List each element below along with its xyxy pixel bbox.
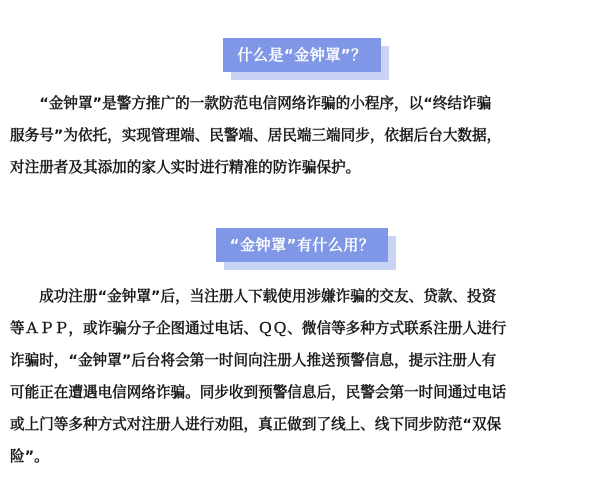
section-1-heading-wrap [0,38,604,72]
section-1-heading-title: 什么是“金钟罩”？ [223,38,380,72]
section-1-paragraph [10,88,594,184]
paragraph-line: 诈骗时，“金钟罩”后台将会第一时间向注册人推送预警信息，提示注册人有 [10,352,497,369]
paragraph-line: “金钟罩”是警方推广的一款防范电信网络诈骗的小程序，以“终结诈骗 [10,95,492,112]
section-2-heading-title: “金钟罩”有什么用？ [216,228,389,262]
paragraph-line: 对注册者及其添加的家人实时进行精准的防诈骗保护。 [10,159,361,176]
paragraph-line: 等ＡＰＰ，或诈骗分子企图通过电话、ＱＱ、微信等多种方式联系注册人进行 [10,320,507,337]
paragraph-line: 险”。 [10,448,49,465]
paragraph-line: 成功注册“金钟罩”后，当注册人下载使用涉嫌诈骗的交友、贷款、投资 [10,288,497,305]
section-2-paragraph [10,281,594,473]
paragraph-line: 可能正在遭遇电信网络诈骗。同步收到预警信息后，民警会第一时间通过电话 [10,384,507,401]
section-2-heading-wrap [0,228,604,262]
section-1-heading [223,38,380,72]
section-2-heading [216,228,389,262]
paragraph-line: 或上门等多种方式对注册人进行劝阻，真正做到了线上、线下同步防范“双保 [10,416,502,433]
paragraph-line: 服务号”为依托，实现管理端、民警端、居民端三端同步，依据后台大数据， [10,127,502,144]
